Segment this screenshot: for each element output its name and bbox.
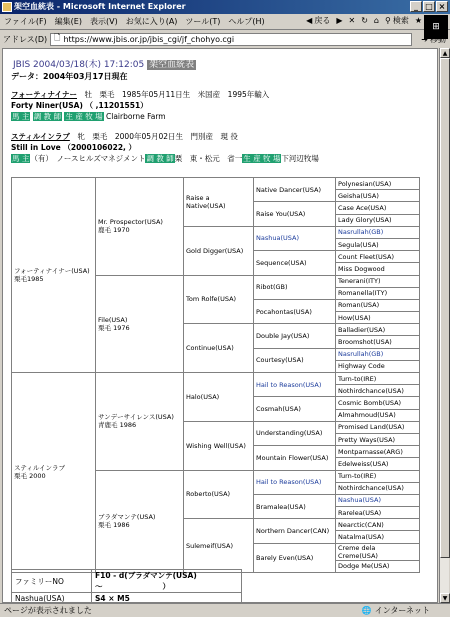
pedigree-cell-g4[interactable] [254,178,336,202]
pedigree-cell-g4[interactable] [254,519,336,543]
pedigree-cell-g4[interactable] [254,299,336,323]
pedigree-cell-g5[interactable] [336,263,420,275]
pedigree-cell-g2[interactable] [96,178,184,276]
horse-name: Tom Rolfe(USA) [186,295,237,304]
horse-name: Raise You(USA) [256,210,306,219]
horse-name: Understanding(USA) [256,429,323,438]
scroll-thumb[interactable] [440,58,450,558]
horse-name: Raise a Native(USA) [186,193,226,210]
horse-name: ブラダマンテ(USA) [98,513,156,522]
pedigree-cell-g5[interactable] [336,560,420,572]
horse-name: Native Dancer(USA) [256,185,321,194]
windows-logo-icon: ⊞ [424,15,448,39]
inbreed-label: Nashua(USA) [12,593,92,604]
horse-name: Gold Digger(USA) [186,246,244,255]
go-arrow-icon: ➔ [421,34,428,44]
pedigree-cell-g4[interactable] [254,324,336,348]
pedigree-cell-g5[interactable] [336,336,420,348]
pedigree-table [11,177,420,573]
horse-name: Nashua(USA) [256,234,299,243]
horse-coat-year: 青鹿毛 1986 [98,421,137,430]
horse-name: Nasrullah(GB) [338,350,384,359]
horse-name: Natalma(USA) [338,533,385,542]
horse-info: スティルインラブ 牝 栗毛 2000年05月02日生 門別産 現 役 Still in Love （2000106022, ） 馬 主（有） ノースヒルズマネジメント調 教 師栗 東・松元 省一生 産 牧 場下河辺牧場 [11,132,319,163]
pedigree-cell-g4[interactable] [254,275,336,299]
horse-name: Barely Even(USA) [256,553,314,562]
pedigree-cell-g2[interactable] [96,373,184,471]
pedigree-cell-g5[interactable] [336,458,420,470]
horse-name: File(USA) [98,315,128,324]
menu-favorites[interactable]: お気に入り(A) [125,17,178,26]
pedigree-cell-g4[interactable] [254,202,336,226]
horse-name: Nothirdchance(USA) [338,484,404,493]
inbreed-value: S4 × M5 [92,593,242,604]
horse-name: サンデーサイレンス(USA) [98,413,174,422]
sire-info: フォーティナイナー 牡 栗毛 1985年05月11日生 米国産 1995年輸入 Forty Niner(USA) （ ,11201551） 馬 主 調 教 師 生 産 牧 場 Clairborne Farm [11,90,270,121]
go-button[interactable]: ➔ 移動 [421,34,446,44]
pedigree-cell-g5[interactable] [336,433,420,445]
pedigree-cell-g4[interactable] [254,421,336,445]
menu-view[interactable]: 表示(V) [89,17,118,26]
menu-tools[interactable]: ツール(T) [185,17,221,26]
pedigree-cell-g5[interactable] [336,178,420,190]
pedigree-cell-g5[interactable] [336,287,420,299]
pedigree-cell-g5[interactable] [336,531,420,543]
horse-name: Edelweiss(USA) [338,459,389,468]
pedigree-cell-g5[interactable] [336,507,420,519]
family-value: F10 - d(ブラダマンテ(USA) ～ ） [92,570,242,593]
horse-name: Hail to Reason(USA) [256,380,322,389]
sire-name-en: Forty Niner(USA) （ ,11201551） [11,101,148,110]
window-title: 架空血統表 - Microsoft Internet Explorer [14,2,186,11]
horse-name: Mr. Prospector(USA) [98,218,163,227]
horse-name: Roberto(USA) [186,490,231,499]
search-icon: ⚲ [384,16,391,25]
horse-name: Romanella(ITY) [338,289,388,298]
close-button[interactable]: × [436,1,448,12]
pedigree-cell-g4[interactable] [254,470,336,494]
inbreed-row [12,593,242,604]
pedigree-cell-g4[interactable] [254,494,336,518]
pedigree-cell-g3[interactable] [184,178,254,227]
menu-edit[interactable]: 編集(E) [54,17,82,26]
horse-name: Case Ace(USA) [338,203,387,212]
horse-name-jp[interactable]: スティルインラブ [11,132,70,141]
horse-name: Hail to Reason(USA) [256,478,322,487]
pedigree-cell-g4[interactable] [254,446,336,470]
back-button[interactable]: ◀ 戻る [306,16,331,25]
stop-button[interactable]: ✕ [348,16,356,25]
status-text: ページが表示されました [4,606,92,615]
scroll-up-icon[interactable]: ▲ [440,48,450,58]
horse-name: Sulemeif(USA) [186,541,233,550]
home-button[interactable]: ⌂ [373,16,379,25]
pedigree-cell-g5[interactable] [336,397,420,409]
horse-name: Bramalea(USA) [256,502,306,511]
horse-name: Sequence(USA) [256,258,307,267]
pedigree-row [12,178,420,190]
page-icon: 🗋 [54,33,61,42]
horse-name: Balladier(USA) [338,325,386,334]
horse-coat-year: 栗毛 1986 [98,521,130,530]
horse-name: Polynesian(USA) [338,179,392,188]
horse-name: Nasrullah(GB) [338,228,384,237]
header-badge: 架空血統表 [149,60,195,70]
pedigree-cell-g3[interactable] [184,324,254,373]
pedigree-cell-g5[interactable] [336,299,420,311]
pedigree-cell-g3[interactable] [184,519,254,573]
horse-name: Pocahontas(USA) [256,307,312,316]
horse-coat-year: 栗毛1985 [14,275,44,283]
horse-name: Double Jay(USA) [256,331,310,340]
horse-coat-year: 栗毛 2000 [14,472,46,481]
horse-name: Lady Glory(USA) [338,216,392,225]
pedigree-cell-g5[interactable] [336,421,420,433]
pedigree-cell-g5[interactable] [336,238,420,250]
horse-name: Broomshot(USA) [338,338,392,347]
horse-name: Turn-to(IRE) [338,374,377,383]
horse-name: Courtesy(USA) [256,356,304,365]
search-button[interactable]: ⚲ 検索 [384,16,409,25]
horse-name: Northern Dancer(CAN) [256,526,330,535]
pedigree-row [12,373,420,385]
horse-name-en: Still in Love （2000106022, ） [11,143,136,152]
menu-help[interactable]: ヘルプ(H) [228,17,265,26]
horse-name: Highway Code [338,362,385,371]
pedigree-cell-g5[interactable] [336,446,420,458]
pedigree-cell-g5[interactable] [336,373,420,385]
pedigree-cell-g4[interactable] [254,251,336,275]
horse-name: Roman(USA) [338,301,380,310]
sire-name-jp[interactable]: フォーティナイナー [11,90,77,99]
horse-name: Miss Dogwood [338,264,385,273]
pedigree-cell-g3[interactable] [184,275,254,324]
scroll-down-icon[interactable]: ▼ [440,593,450,603]
horse-name: Promised Land(USA) [338,423,405,432]
pedigree-cell-g5[interactable] [336,312,420,324]
vertical-scrollbar[interactable] [439,48,449,603]
address-url: https://www.jbis.or.jp/jbis_cgi/jf_chohyo.cgi [63,34,235,44]
pedigree-cell-g2[interactable] [96,275,184,373]
pedigree-cell-g5[interactable] [336,385,420,397]
horse-name: Montparnasse(ARG) [338,447,403,456]
horse-name: Almahmoud(USA) [338,411,396,420]
family-label: ファミリーNO [12,570,92,593]
horse-name: Nearctic(CAN) [338,520,384,529]
horse-name: Cosmah(USA) [256,405,301,414]
globe-icon: 🌐 [361,606,372,615]
pedigree-cell-g4[interactable] [254,226,336,250]
pedigree-cell-g5[interactable] [336,543,420,560]
horse-name: Turn-to(IRE) [338,472,377,481]
family-row [12,570,242,593]
refresh-button[interactable]: ↻ [361,16,368,25]
pedigree-cell-g3[interactable] [184,226,254,275]
horse-name: スティルインラブ [14,464,66,473]
horse-name: Ribot(GB) [256,283,288,292]
family-table [11,569,242,603]
data-date: データ：2004年03月17日現在 [11,72,128,81]
horse-name: Segula(USA) [338,240,379,249]
pedigree-cell-g4[interactable] [254,543,336,572]
forward-button[interactable]: ▶ [336,16,343,25]
horse-coat-year: 栗毛 1976 [98,323,130,332]
pedigree-cell-g4[interactable] [254,373,336,397]
horse-name: Continue(USA) [186,344,234,353]
pedigree-cell-g5[interactable] [336,519,420,531]
pedigree-cell-g5[interactable] [336,251,420,263]
pedigree-cell-g3[interactable] [184,470,254,519]
horse-name: Rarelea(USA) [338,508,382,517]
address-bar [0,31,450,47]
window-titlebar [0,0,450,14]
horse-name: Count Fleet(USA) [338,252,394,261]
horse-name: Tenerani(ITY) [338,277,381,286]
maximize-button[interactable]: □ [423,1,435,12]
horse-name: Dodge Me(USA) [338,562,390,571]
toolbar [306,15,422,26]
address-label: アドレス(D) [3,34,48,44]
pedigree-cell-g4[interactable] [254,397,336,421]
pedigree-cell-g5[interactable] [336,190,420,202]
pedigree-cell-g5[interactable] [336,226,420,238]
address-input[interactable] [50,33,412,46]
pedigree-cell-g5[interactable] [336,214,420,226]
horse-name: Pretty Ways(USA) [338,435,396,444]
pedigree-cell-g5[interactable] [336,360,420,372]
pedigree-cell-g1[interactable] [12,178,96,373]
pedigree-cell-g5[interactable] [336,494,420,506]
horse-name: Nashua(USA) [338,496,381,505]
page-content [2,48,438,603]
horse-name: Mountain Flower(USA) [256,453,329,462]
pedigree-cell-g5[interactable] [336,482,420,494]
horse-name: Nothirdchance(USA) [338,386,404,395]
horse-name: フォーティナイナー(USA) [14,267,90,275]
ie-icon [2,2,12,12]
horse-coat-year: 鹿毛 1970 [98,226,130,235]
status-bar [0,603,450,617]
page-header: JBIS 2004/03/18(木) 17:12:05 架空血統表 [13,60,195,70]
pedigree-cell-g2[interactable] [96,470,184,572]
horse-name: Cosmic Bomb(USA) [338,398,402,407]
back-arrow-icon: ◀ [306,16,313,25]
pedigree-cell-g5[interactable] [336,470,420,482]
pedigree-cell-g5[interactable] [336,324,420,336]
pedigree-cell-g3[interactable] [184,421,254,470]
pedigree-cell-g3[interactable] [184,373,254,422]
horse-name: Wishing Well(USA) [186,441,246,450]
horse-name: Creme dela Creme(USA) [338,543,378,560]
minimize-button[interactable]: _ [410,1,422,12]
pedigree-cell-g5[interactable] [336,275,420,287]
pedigree-cell-g5[interactable] [336,409,420,421]
pedigree-cell-g5[interactable] [336,348,420,360]
status-zone: インターネット [374,606,430,615]
favorites-button[interactable]: ★ [414,16,422,25]
pedigree-cell-g4[interactable] [254,348,336,372]
menu-file[interactable]: ファイル(F) [4,17,47,26]
horse-name: Geisha(USA) [338,191,379,200]
pedigree-cell-g1[interactable] [12,373,96,573]
horse-name: How(USA) [338,313,371,322]
horse-name: Halo(USA) [186,392,220,401]
pedigree-cell-g5[interactable] [336,202,420,214]
